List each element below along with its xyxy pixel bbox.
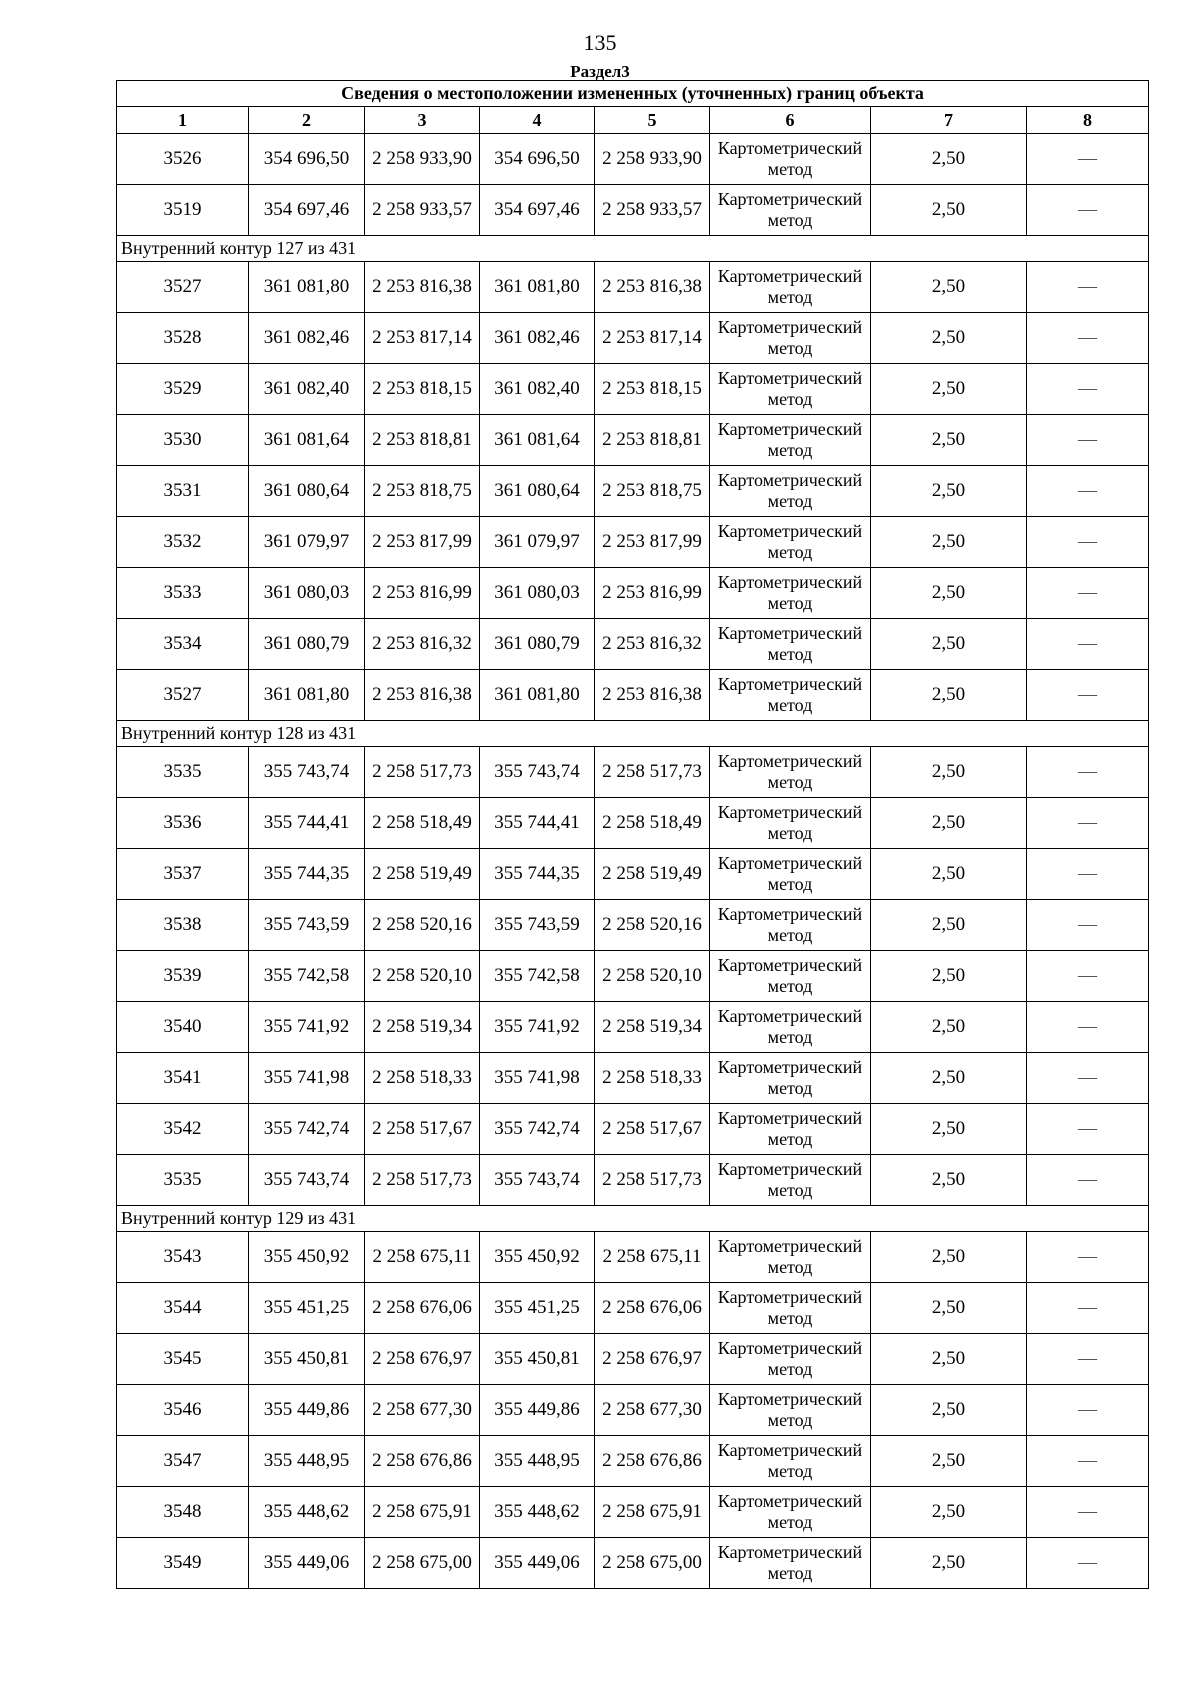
y-new-cell: 2 258 675,11 [595, 1232, 710, 1283]
x-old-cell: 355 743,74 [249, 1155, 365, 1206]
accuracy-cell: 2,50 [871, 900, 1027, 951]
description-cell: — [1027, 415, 1149, 466]
method-cell: Картометрический метод [710, 262, 871, 313]
x-new-cell: 361 079,97 [480, 517, 595, 568]
column-header: 4 [480, 107, 595, 134]
description-cell: — [1027, 134, 1149, 185]
accuracy-cell: 2,50 [871, 262, 1027, 313]
x-old-cell: 361 080,64 [249, 466, 365, 517]
point-number-cell: 3535 [117, 747, 249, 798]
method-cell: Картометрический метод [710, 849, 871, 900]
method-cell: Картометрический метод [710, 1002, 871, 1053]
method-cell: Картометрический метод [710, 798, 871, 849]
description-cell: — [1027, 1538, 1149, 1589]
y-old-cell: 2 258 517,73 [365, 1155, 480, 1206]
accuracy-cell: 2,50 [871, 415, 1027, 466]
y-old-cell: 2 253 816,38 [365, 262, 480, 313]
point-number-cell: 3529 [117, 364, 249, 415]
description-cell: — [1027, 568, 1149, 619]
y-new-cell: 2 258 933,90 [595, 134, 710, 185]
description-cell: — [1027, 1155, 1149, 1206]
x-new-cell: 354 696,50 [480, 134, 595, 185]
method-cell: Картометрический метод [710, 517, 871, 568]
table-row [117, 134, 1149, 185]
table-row [117, 1334, 1149, 1385]
x-new-cell: 355 448,62 [480, 1487, 595, 1538]
x-new-cell: 355 743,59 [480, 900, 595, 951]
contour-label: Внутренний контур 127 из 431 [117, 236, 1149, 262]
y-new-cell: 2 258 933,57 [595, 185, 710, 236]
x-new-cell: 361 082,46 [480, 313, 595, 364]
x-old-cell: 355 743,74 [249, 747, 365, 798]
point-number-cell: 3528 [117, 313, 249, 364]
x-old-cell: 361 082,46 [249, 313, 365, 364]
point-number-cell: 3547 [117, 1436, 249, 1487]
table-row [117, 1436, 1149, 1487]
method-cell: Картометрический метод [710, 670, 871, 721]
method-cell: Картометрический метод [710, 1436, 871, 1487]
description-cell: — [1027, 951, 1149, 1002]
y-old-cell: 2 258 517,67 [365, 1104, 480, 1155]
method-cell: Картометрический метод [710, 1283, 871, 1334]
column-header: 6 [710, 107, 871, 134]
accuracy-cell: 2,50 [871, 747, 1027, 798]
point-number-cell: 3536 [117, 798, 249, 849]
x-new-cell: 361 081,80 [480, 262, 595, 313]
x-new-cell: 355 742,74 [480, 1104, 595, 1155]
point-number-cell: 3546 [117, 1385, 249, 1436]
y-old-cell: 2 258 517,73 [365, 747, 480, 798]
method-cell: Картометрический метод [710, 900, 871, 951]
table-row [117, 517, 1149, 568]
accuracy-cell: 2,50 [871, 1283, 1027, 1334]
x-new-cell: 355 743,74 [480, 747, 595, 798]
accuracy-cell: 2,50 [871, 1487, 1027, 1538]
accuracy-cell: 2,50 [871, 1104, 1027, 1155]
x-new-cell: 355 741,98 [480, 1053, 595, 1104]
x-old-cell: 355 450,92 [249, 1232, 365, 1283]
table-caption: Сведения о местоположении измененных (уточненных) границ объекта [117, 81, 1149, 107]
description-cell: — [1027, 747, 1149, 798]
accuracy-cell: 2,50 [871, 798, 1027, 849]
x-new-cell: 355 448,95 [480, 1436, 595, 1487]
method-cell: Картометрический метод [710, 619, 871, 670]
column-header: 2 [249, 107, 365, 134]
method-cell: Картометрический метод [710, 1334, 871, 1385]
accuracy-cell: 2,50 [871, 364, 1027, 415]
table-body [117, 134, 1149, 1589]
table-row [117, 1538, 1149, 1589]
boundary-table [116, 80, 1149, 1589]
description-cell: — [1027, 1487, 1149, 1538]
y-old-cell: 2 258 518,33 [365, 1053, 480, 1104]
method-cell: Картометрический метод [710, 568, 871, 619]
y-new-cell: 2 253 816,32 [595, 619, 710, 670]
y-new-cell: 2 253 816,38 [595, 670, 710, 721]
table-caption-row [117, 81, 1149, 107]
point-number-cell: 3527 [117, 670, 249, 721]
x-old-cell: 354 696,50 [249, 134, 365, 185]
y-old-cell: 2 253 817,14 [365, 313, 480, 364]
table-row [117, 568, 1149, 619]
point-number-cell: 3535 [117, 1155, 249, 1206]
accuracy-cell: 2,50 [871, 1002, 1027, 1053]
x-old-cell: 355 741,92 [249, 1002, 365, 1053]
table-row [117, 1283, 1149, 1334]
y-new-cell: 2 253 816,38 [595, 262, 710, 313]
accuracy-cell: 2,50 [871, 313, 1027, 364]
y-old-cell: 2 253 817,99 [365, 517, 480, 568]
description-cell: — [1027, 262, 1149, 313]
description-cell: — [1027, 1334, 1149, 1385]
x-new-cell: 355 450,92 [480, 1232, 595, 1283]
description-cell: — [1027, 185, 1149, 236]
description-cell: — [1027, 849, 1149, 900]
point-number-cell: 3519 [117, 185, 249, 236]
accuracy-cell: 2,50 [871, 185, 1027, 236]
x-old-cell: 355 742,74 [249, 1104, 365, 1155]
y-new-cell: 2 258 520,16 [595, 900, 710, 951]
column-header: 1 [117, 107, 249, 134]
table-row [117, 185, 1149, 236]
method-cell: Картометрический метод [710, 1232, 871, 1283]
column-header: 7 [871, 107, 1027, 134]
y-new-cell: 2 258 517,67 [595, 1104, 710, 1155]
accuracy-cell: 2,50 [871, 1538, 1027, 1589]
table-row [117, 466, 1149, 517]
method-cell: Картометрический метод [710, 1053, 871, 1104]
x-old-cell: 361 081,64 [249, 415, 365, 466]
accuracy-cell: 2,50 [871, 1155, 1027, 1206]
description-cell: — [1027, 900, 1149, 951]
x-old-cell: 355 448,62 [249, 1487, 365, 1538]
x-new-cell: 361 082,40 [480, 364, 595, 415]
table-row [117, 1002, 1149, 1053]
x-old-cell: 361 080,03 [249, 568, 365, 619]
description-cell: — [1027, 517, 1149, 568]
x-old-cell: 355 450,81 [249, 1334, 365, 1385]
method-cell: Картометрический метод [710, 747, 871, 798]
method-cell: Картометрический метод [710, 185, 871, 236]
contour-label: Внутренний контур 128 из 431 [117, 721, 1149, 747]
table-row [117, 1487, 1149, 1538]
y-old-cell: 2 253 816,38 [365, 670, 480, 721]
y-old-cell: 2 258 520,10 [365, 951, 480, 1002]
point-number-cell: 3534 [117, 619, 249, 670]
contour-label: Внутренний контур 129 из 431 [117, 1206, 1149, 1232]
y-old-cell: 2 258 676,86 [365, 1436, 480, 1487]
table-row [117, 1232, 1149, 1283]
point-number-cell: 3548 [117, 1487, 249, 1538]
y-new-cell: 2 258 675,91 [595, 1487, 710, 1538]
table-row [117, 951, 1149, 1002]
contour-row [117, 236, 1149, 262]
x-old-cell: 354 697,46 [249, 185, 365, 236]
table-row [117, 1053, 1149, 1104]
point-number-cell: 3527 [117, 262, 249, 313]
x-old-cell: 355 449,86 [249, 1385, 365, 1436]
method-cell: Картометрический метод [710, 415, 871, 466]
x-new-cell: 361 080,79 [480, 619, 595, 670]
description-cell: — [1027, 1436, 1149, 1487]
x-new-cell: 361 081,64 [480, 415, 595, 466]
description-cell: — [1027, 670, 1149, 721]
column-header: 5 [595, 107, 710, 134]
column-header: 8 [1027, 107, 1149, 134]
x-old-cell: 355 451,25 [249, 1283, 365, 1334]
method-cell: Картометрический метод [710, 313, 871, 364]
y-old-cell: 2 253 818,75 [365, 466, 480, 517]
y-new-cell: 2 258 517,73 [595, 747, 710, 798]
point-number-cell: 3526 [117, 134, 249, 185]
point-number-cell: 3531 [117, 466, 249, 517]
method-cell: Картометрический метод [710, 1104, 871, 1155]
description-cell: — [1027, 466, 1149, 517]
description-cell: — [1027, 1283, 1149, 1334]
table-row [117, 849, 1149, 900]
table-row [117, 1385, 1149, 1436]
table-row [117, 670, 1149, 721]
y-old-cell: 2 258 676,06 [365, 1283, 480, 1334]
x-old-cell: 361 080,79 [249, 619, 365, 670]
accuracy-cell: 2,50 [871, 849, 1027, 900]
y-new-cell: 2 258 517,73 [595, 1155, 710, 1206]
y-old-cell: 2 253 816,99 [365, 568, 480, 619]
y-old-cell: 2 258 675,91 [365, 1487, 480, 1538]
table-row [117, 1104, 1149, 1155]
accuracy-cell: 2,50 [871, 1436, 1027, 1487]
x-old-cell: 355 744,35 [249, 849, 365, 900]
contour-row [117, 721, 1149, 747]
y-new-cell: 2 253 816,99 [595, 568, 710, 619]
accuracy-cell: 2,50 [871, 1053, 1027, 1104]
table-row [117, 747, 1149, 798]
point-number-cell: 3532 [117, 517, 249, 568]
y-new-cell: 2 253 818,81 [595, 415, 710, 466]
y-new-cell: 2 253 818,75 [595, 466, 710, 517]
method-cell: Картометрический метод [710, 1538, 871, 1589]
table-row [117, 619, 1149, 670]
y-old-cell: 2 258 519,34 [365, 1002, 480, 1053]
point-number-cell: 3533 [117, 568, 249, 619]
method-cell: Картометрический метод [710, 466, 871, 517]
description-cell: — [1027, 364, 1149, 415]
y-old-cell: 2 258 675,00 [365, 1538, 480, 1589]
page-number: 135 [583, 30, 617, 55]
x-old-cell: 355 743,59 [249, 900, 365, 951]
x-new-cell: 355 449,86 [480, 1385, 595, 1436]
x-new-cell: 361 081,80 [480, 670, 595, 721]
x-new-cell: 355 744,41 [480, 798, 595, 849]
x-old-cell: 361 081,80 [249, 262, 365, 313]
table-row [117, 313, 1149, 364]
description-cell: — [1027, 1053, 1149, 1104]
point-number-cell: 3544 [117, 1283, 249, 1334]
column-header: 3 [365, 107, 480, 134]
description-cell: — [1027, 313, 1149, 364]
y-old-cell: 2 253 818,15 [365, 364, 480, 415]
accuracy-cell: 2,50 [871, 670, 1027, 721]
table-row [117, 798, 1149, 849]
y-old-cell: 2 258 676,97 [365, 1334, 480, 1385]
x-new-cell: 355 741,92 [480, 1002, 595, 1053]
point-number-cell: 3542 [117, 1104, 249, 1155]
x-new-cell: 361 080,03 [480, 568, 595, 619]
accuracy-cell: 2,50 [871, 1385, 1027, 1436]
method-cell: Картометрический метод [710, 951, 871, 1002]
x-new-cell: 355 744,35 [480, 849, 595, 900]
point-number-cell: 3538 [117, 900, 249, 951]
y-new-cell: 2 253 818,15 [595, 364, 710, 415]
description-cell: — [1027, 1002, 1149, 1053]
x-new-cell: 355 449,06 [480, 1538, 595, 1589]
accuracy-cell: 2,50 [871, 619, 1027, 670]
x-old-cell: 355 742,58 [249, 951, 365, 1002]
y-new-cell: 2 258 519,34 [595, 1002, 710, 1053]
point-number-cell: 3539 [117, 951, 249, 1002]
y-old-cell: 2 258 933,57 [365, 185, 480, 236]
y-old-cell: 2 258 520,16 [365, 900, 480, 951]
accuracy-cell: 2,50 [871, 466, 1027, 517]
accuracy-cell: 2,50 [871, 134, 1027, 185]
accuracy-cell: 2,50 [871, 568, 1027, 619]
x-new-cell: 361 080,64 [480, 466, 595, 517]
method-cell: Картометрический метод [710, 1155, 871, 1206]
description-cell: — [1027, 619, 1149, 670]
x-new-cell: 355 742,58 [480, 951, 595, 1002]
x-old-cell: 361 081,80 [249, 670, 365, 721]
table-row [117, 262, 1149, 313]
y-new-cell: 2 258 520,10 [595, 951, 710, 1002]
y-old-cell: 2 258 677,30 [365, 1385, 480, 1436]
y-new-cell: 2 258 676,86 [595, 1436, 710, 1487]
table-row [117, 900, 1149, 951]
y-new-cell: 2 258 676,06 [595, 1283, 710, 1334]
point-number-cell: 3549 [117, 1538, 249, 1589]
table-row [117, 415, 1149, 466]
y-new-cell: 2 258 676,97 [595, 1334, 710, 1385]
y-new-cell: 2 253 817,14 [595, 313, 710, 364]
point-number-cell: 3545 [117, 1334, 249, 1385]
y-new-cell: 2 253 817,99 [595, 517, 710, 568]
accuracy-cell: 2,50 [871, 517, 1027, 568]
x-old-cell: 355 448,95 [249, 1436, 365, 1487]
y-old-cell: 2 253 818,81 [365, 415, 480, 466]
method-cell: Картометрический метод [710, 1385, 871, 1436]
y-old-cell: 2 253 816,32 [365, 619, 480, 670]
description-cell: — [1027, 1385, 1149, 1436]
point-number-cell: 3540 [117, 1002, 249, 1053]
point-number-cell: 3543 [117, 1232, 249, 1283]
x-new-cell: 354 697,46 [480, 185, 595, 236]
table-row [117, 364, 1149, 415]
x-old-cell: 355 741,98 [249, 1053, 365, 1104]
y-old-cell: 2 258 519,49 [365, 849, 480, 900]
x-new-cell: 355 451,25 [480, 1283, 595, 1334]
x-old-cell: 355 744,41 [249, 798, 365, 849]
y-old-cell: 2 258 675,11 [365, 1232, 480, 1283]
y-new-cell: 2 258 518,49 [595, 798, 710, 849]
y-old-cell: 2 258 933,90 [365, 134, 480, 185]
x-old-cell: 355 449,06 [249, 1538, 365, 1589]
x-new-cell: 355 450,81 [480, 1334, 595, 1385]
accuracy-cell: 2,50 [871, 951, 1027, 1002]
method-cell: Картометрический метод [710, 1487, 871, 1538]
y-new-cell: 2 258 518,33 [595, 1053, 710, 1104]
y-old-cell: 2 258 518,49 [365, 798, 480, 849]
accuracy-cell: 2,50 [871, 1334, 1027, 1385]
x-old-cell: 361 079,97 [249, 517, 365, 568]
method-cell: Картометрический метод [710, 134, 871, 185]
y-new-cell: 2 258 519,49 [595, 849, 710, 900]
section-title: Раздел3 [570, 62, 630, 81]
point-number-cell: 3537 [117, 849, 249, 900]
contour-row [117, 1206, 1149, 1232]
y-new-cell: 2 258 677,30 [595, 1385, 710, 1436]
x-new-cell: 355 743,74 [480, 1155, 595, 1206]
method-cell: Картометрический метод [710, 364, 871, 415]
table-row [117, 1155, 1149, 1206]
description-cell: — [1027, 798, 1149, 849]
point-number-cell: 3541 [117, 1053, 249, 1104]
x-old-cell: 361 082,40 [249, 364, 365, 415]
description-cell: — [1027, 1232, 1149, 1283]
table-header-row [117, 107, 1149, 134]
description-cell: — [1027, 1104, 1149, 1155]
point-number-cell: 3530 [117, 415, 249, 466]
accuracy-cell: 2,50 [871, 1232, 1027, 1283]
y-new-cell: 2 258 675,00 [595, 1538, 710, 1589]
